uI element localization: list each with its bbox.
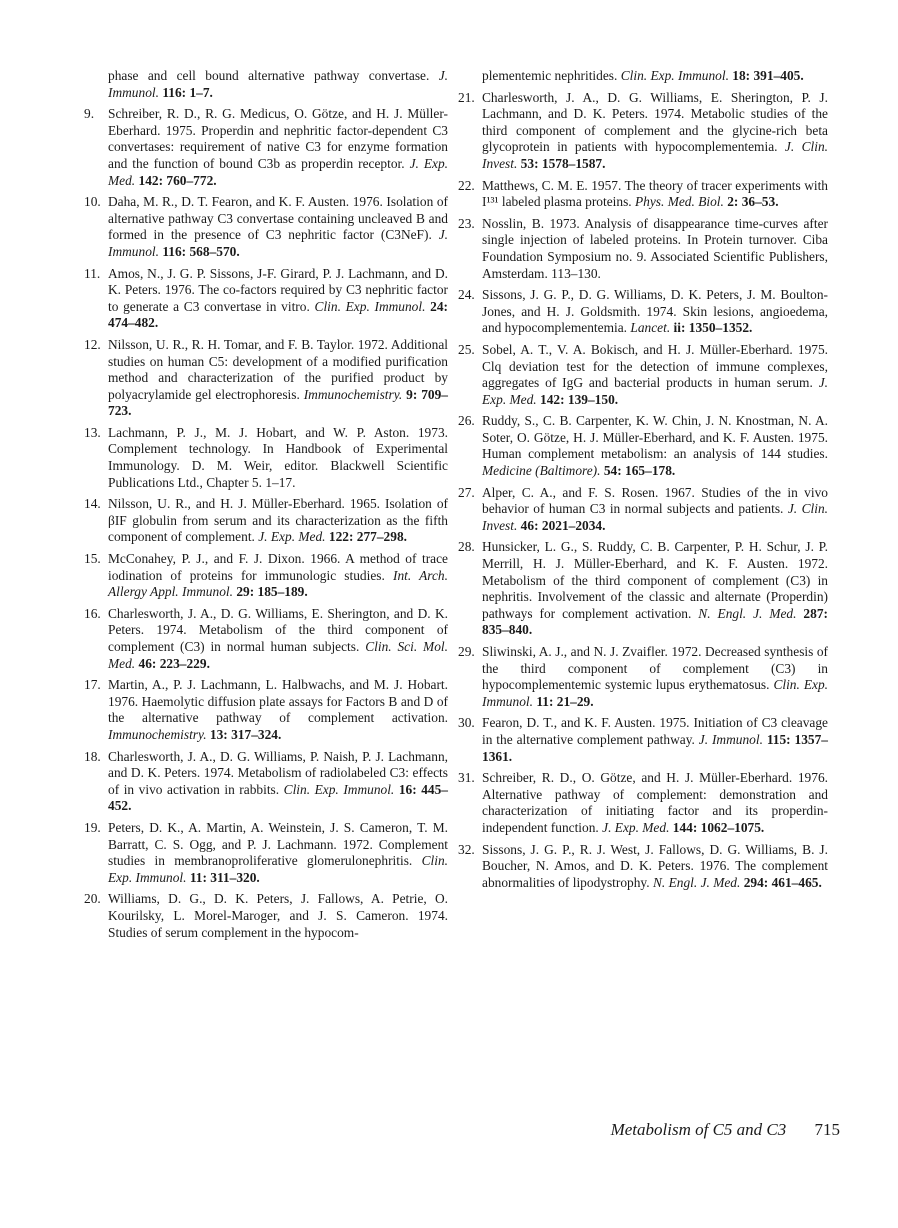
references-left-column <box>84 68 448 946</box>
reference-item <box>84 606 448 672</box>
reference-journal: Clin. Exp. Immunol. <box>314 298 426 314</box>
reference-volume-pages: 46: 223–229. <box>135 655 210 671</box>
reference-number: 16. <box>84 605 101 621</box>
reference-journal: J. Clin. Invest. <box>482 501 828 533</box>
reference-volume-pages: 116: 1–7. <box>158 84 213 100</box>
reference-number: 24. <box>458 287 475 303</box>
reference-item <box>458 287 828 337</box>
reference-item <box>84 551 448 601</box>
running-title: Metabolism of C5 and C3 <box>610 1120 787 1139</box>
reference-volume-pages: 13: 317–324. <box>206 726 282 742</box>
reference-item <box>458 178 828 211</box>
reference-text: Williams, D. G., D. K. Peters, J. Fallows, A. Petrie, O. Kourilsky, L. Morel-Maroger, and J. S. Cameron. 1974. Studies of serum complement in the hypocom- <box>108 891 448 940</box>
reference-number: 25. <box>458 341 475 357</box>
reference-journal: J. Exp. Med. <box>602 819 670 835</box>
reference-volume-pages: 29: 185–189. <box>232 584 308 600</box>
reference-number: 9. <box>84 106 95 122</box>
reference-text: Matthews, C. M. E. 1957. The theory of tracer experiments with I¹³¹ labeled plasma proteins. <box>482 177 828 210</box>
reference-item <box>84 266 448 332</box>
reference-item <box>84 106 448 189</box>
reference-item <box>84 425 448 491</box>
reference-volume-pages: 144: 1062–1075. <box>669 819 765 835</box>
reference-number: 23. <box>458 215 475 231</box>
reference-item <box>458 68 828 85</box>
reference-text: Daha, M. R., D. T. Fearon, and K. F. Austen. 1976. Isolation of alternative pathway C3 convertase containing uncleaved B and formed in the presence of C3 nephritic factor (C3NeF). <box>108 194 448 243</box>
reference-journal: Clin. Sci. Mol. Med. <box>108 639 448 671</box>
reference-volume-pages: 115: 1357–1361. <box>482 731 828 764</box>
reference-text: Amos, N., J. G. P. Sissons, J-F. Girard, P. J. Lachmann, and D. K. Peters. 1976. The co-factors required by C3 nephritic factor to generate a C3 convertase in vitro. <box>108 265 448 314</box>
reference-item <box>458 90 828 173</box>
reference-item <box>84 337 448 420</box>
reference-item <box>458 842 828 892</box>
reference-item <box>458 539 828 639</box>
reference-text: Lachmann, P. J., M. J. Hobart, and W. P. Aston. 1973. Complement technology. In Handbook of Experimental Immunology. D. M. Weir, editor. Blackwell Scientific Publications Ltd., Chapter 5. 1–17. <box>108 424 448 490</box>
reference-volume-pages: 2: 36–53. <box>723 194 779 210</box>
reference-journal: J. Exp. Med. <box>108 155 448 188</box>
reference-item <box>84 496 448 546</box>
reference-volume-pages: 287: 835–840. <box>482 605 828 638</box>
reference-volume-pages: 294: 461–465. <box>740 874 822 890</box>
reference-journal: J. Immunol. <box>108 227 448 259</box>
reference-volume-pages: 46: 2021–2034. <box>517 517 606 533</box>
reference-volume-pages: 116: 568–570. <box>158 243 240 259</box>
reference-volume-pages: 18: 391–405. <box>728 68 804 83</box>
reference-item <box>84 820 448 886</box>
reference-item <box>458 770 828 836</box>
reference-text: Charlesworth, J. A., D. G. Williams, E. Sherington, P. J. Lachmann, and D. K. Peters. 1974. Metabolic studies of the third component of complement and the glycine-rich beta glycoprotein in patients with hypocomplementemia. <box>482 89 828 155</box>
reference-number: 13. <box>84 424 101 440</box>
reference-journal: Lancet. <box>630 320 671 336</box>
reference-volume-pages: ii: 1350–1352. <box>670 320 753 336</box>
reference-journal: N. Engl. J. Med. <box>652 874 741 890</box>
reference-text: Charlesworth, J. A., D. G. Williams, E. Sherington, and D. K. Peters. 1974. Metabolism of the third component of complement (C3) in normal human subjects. <box>108 605 448 654</box>
reference-journal: Clin. Exp. Immunol. <box>620 68 729 83</box>
reference-number: 26. <box>458 413 475 429</box>
reference-item <box>458 644 828 710</box>
reference-text: plementemic nephritides. <box>482 68 621 83</box>
reference-journal: Phys. Med. Biol. <box>634 194 724 210</box>
reference-volume-pages: 9: 709–723. <box>108 386 448 419</box>
reference-number: 12. <box>84 336 101 352</box>
reference-number: 20. <box>84 891 101 907</box>
reference-item <box>84 891 448 941</box>
reference-text: Fearon, D. T., and K. F. Austen. 1975. Initiation of C3 cleavage in the alternative complement pathway. <box>482 715 828 747</box>
reference-number: 28. <box>458 539 475 555</box>
reference-number: 29. <box>458 644 475 659</box>
reference-number: 15. <box>84 551 101 567</box>
reference-text: Schreiber, R. D., R. G. Medicus, O. Götze, and H. J. Müller-Eberhard. 1975. Properdin and nephritic factor-dependent C3 convertases: requirement of native C3 for enzyme formation and the function of bound C3b as properdin receptor. <box>108 106 448 171</box>
reference-journal: J. Exp. Med. <box>258 529 326 545</box>
reference-item <box>458 485 828 535</box>
page-number: 715 <box>814 1120 840 1139</box>
reference-text: Schreiber, R. D., O. Götze, and H. J. Müller-Eberhard. 1976. Alternative pathway of complement: demonstration and characterization of initiating factor and its properdin-independent function. <box>482 770 828 835</box>
reference-volume-pages: 16: 445–452. <box>108 781 449 814</box>
reference-volume-pages: 24: 474–482. <box>108 298 448 331</box>
reference-text: Martin, A., P. J. Lachmann, L. Halbwachs, and M. J. Hobart. 1976. Haemolytic diffusion plate assays for Factors B and D of the alternative pathway of complement activation. <box>108 677 448 726</box>
reference-text: Hunsicker, L. G., S. Ruddy, C. B. Carpenter, P. H. Schur, J. P. Merrill, H. J. Müller-Eberhard, and K. F. Austen. 1972. Metabolism of the third component of complement (C3) in nephritis. Involvement of the classic and alternate (Properdin) pathways for complement activation. <box>482 539 828 621</box>
reference-item <box>458 413 828 479</box>
reference-item <box>84 749 448 815</box>
reference-journal: Immunochemistry. <box>108 726 207 742</box>
reference-journal: J. Immunol. <box>698 731 763 747</box>
reference-text: Peters, D. K., A. Martin, A. Weinstein, J. S. Cameron, T. M. Barratt, C. S. Ogg, and P. J. Lachmann. 1972. Complement studies in membranoproliferative glomerulonephritis. <box>108 819 448 869</box>
reference-text: Ruddy, S., C. B. Carpenter, K. W. Chin, J. N. Knostman, N. A. Soter, O. Götze, H. J. Müller-Eberhard, and K. F. Austen. 1975. Human complement metabolism: an analysis of 144 studies. <box>482 413 828 462</box>
reference-number: 18. <box>84 748 101 764</box>
reference-text: Nilsson, U. R., and H. J. Müller-Eberhard. 1965. Isolation of βIF globulin from serum and its characterization as the fifth component of complement. <box>108 496 448 545</box>
reference-number: 21. <box>458 89 475 105</box>
reference-text: Nilsson, U. R., R. H. Tomar, and F. B. Taylor. 1972. Additional studies on human C5: development of a modified purification method and characterization of the purified product by polyacrylamide gel electrophoresis. <box>108 336 448 402</box>
reference-journal: Clin. Exp. Immunol. <box>283 781 395 797</box>
reference-text: phase and cell bound alternative pathway convertase. <box>108 68 439 83</box>
reference-text: Sissons, J. G. P., R. J. West, J. Fallows, D. G. Williams, B. J. Boucher, N. Amos, and D. K. Peters. 1976. The complement abnormalities of lipodystrophy. <box>482 841 828 890</box>
reference-number: 19. <box>84 819 101 835</box>
reference-journal: J. Clin. Invest. <box>482 139 828 171</box>
reference-text: Sissons, J. G. P., D. G. Williams, D. K. Peters, J. M. Boulton-Jones, and H. J. Goldsmith. 1974. Skin lesions, angioedema, and hypocomplementemia. <box>482 287 828 336</box>
reference-text: Alper, C. A., and F. S. Rosen. 1967. Studies of the in vivo behavior of human C3 in normal subjects and patients. <box>482 484 828 517</box>
reference-journal: Medicine (Baltimore). <box>482 463 601 479</box>
reference-number: 27. <box>458 484 475 500</box>
reference-volume-pages: 54: 165–178. <box>600 463 676 479</box>
reference-number: 32. <box>458 841 475 857</box>
reference-text: Charlesworth, J. A., D. G. Williams, P. Naish, P. J. Lachmann, and D. K. Peters. 1974. Metabolism of radiolabeled C3: effects of in vivo activation in rabbits. <box>108 748 448 797</box>
reference-journal: J. Exp. Med. <box>482 375 828 407</box>
reference-number: 22. <box>458 177 475 193</box>
reference-journal: Clin. Exp. Immunol. <box>482 677 828 709</box>
reference-number: 10. <box>84 194 101 210</box>
reference-text: Nosslin, B. 1973. Analysis of disappearance time-curves after single injection of labeled proteins. In Protein turnover. Ciba Foundation Symposium no. 9. Associated Scientific Publishers, Amsterdam. 113–130. <box>482 215 828 281</box>
reference-item <box>458 715 828 765</box>
reference-volume-pages: 142: 139–150. <box>536 391 619 407</box>
reference-number: 14. <box>84 496 101 512</box>
reference-item <box>458 342 828 408</box>
reference-item <box>458 216 828 282</box>
reference-volume-pages: 53: 1578–1587. <box>517 155 606 171</box>
reference-journal: Clin. Exp. Immunol. <box>108 853 448 885</box>
reference-text: Sliwinski, A. J., and N. J. Zvaifler. 1972. Decreased synthesis of the third component of complement (C3) in hypocomplementemic systemic lupus erythematosus. <box>482 644 828 693</box>
reference-number: 30. <box>458 715 475 731</box>
reference-journal: Immunochemistry. <box>303 386 403 402</box>
references-right-column <box>458 68 828 896</box>
page-footer <box>611 1120 840 1140</box>
reference-journal: N. Engl. J. Med. <box>698 605 797 621</box>
reference-volume-pages: 11: 21–29. <box>532 693 594 709</box>
reference-text: McConahey, P. J., and F. J. Dixon. 1966. A method of trace iodination of proteins for immunologic studies. <box>108 551 448 583</box>
reference-volume-pages: 142: 760–772. <box>135 172 217 188</box>
reference-item <box>84 68 448 101</box>
reference-text: Sobel, A. T., V. A. Bokisch, and H. J. Müller-Eberhard. 1975. Clq deviation test for the detection of immune complexes, aggregates of IgG and bacterial products in human serum. <box>482 341 828 391</box>
reference-journal: Int. Arch. Allergy Appl. Immunol. <box>108 567 448 600</box>
reference-volume-pages: 11: 311–320. <box>186 869 260 885</box>
reference-number: 17. <box>84 677 101 693</box>
reference-item <box>84 677 448 743</box>
reference-number: 11. <box>84 265 101 281</box>
reference-item <box>84 194 448 260</box>
reference-volume-pages: 122: 277–298. <box>325 529 407 545</box>
reference-number: 31. <box>458 770 475 786</box>
reference-journal: J. Immunol. <box>108 68 448 100</box>
